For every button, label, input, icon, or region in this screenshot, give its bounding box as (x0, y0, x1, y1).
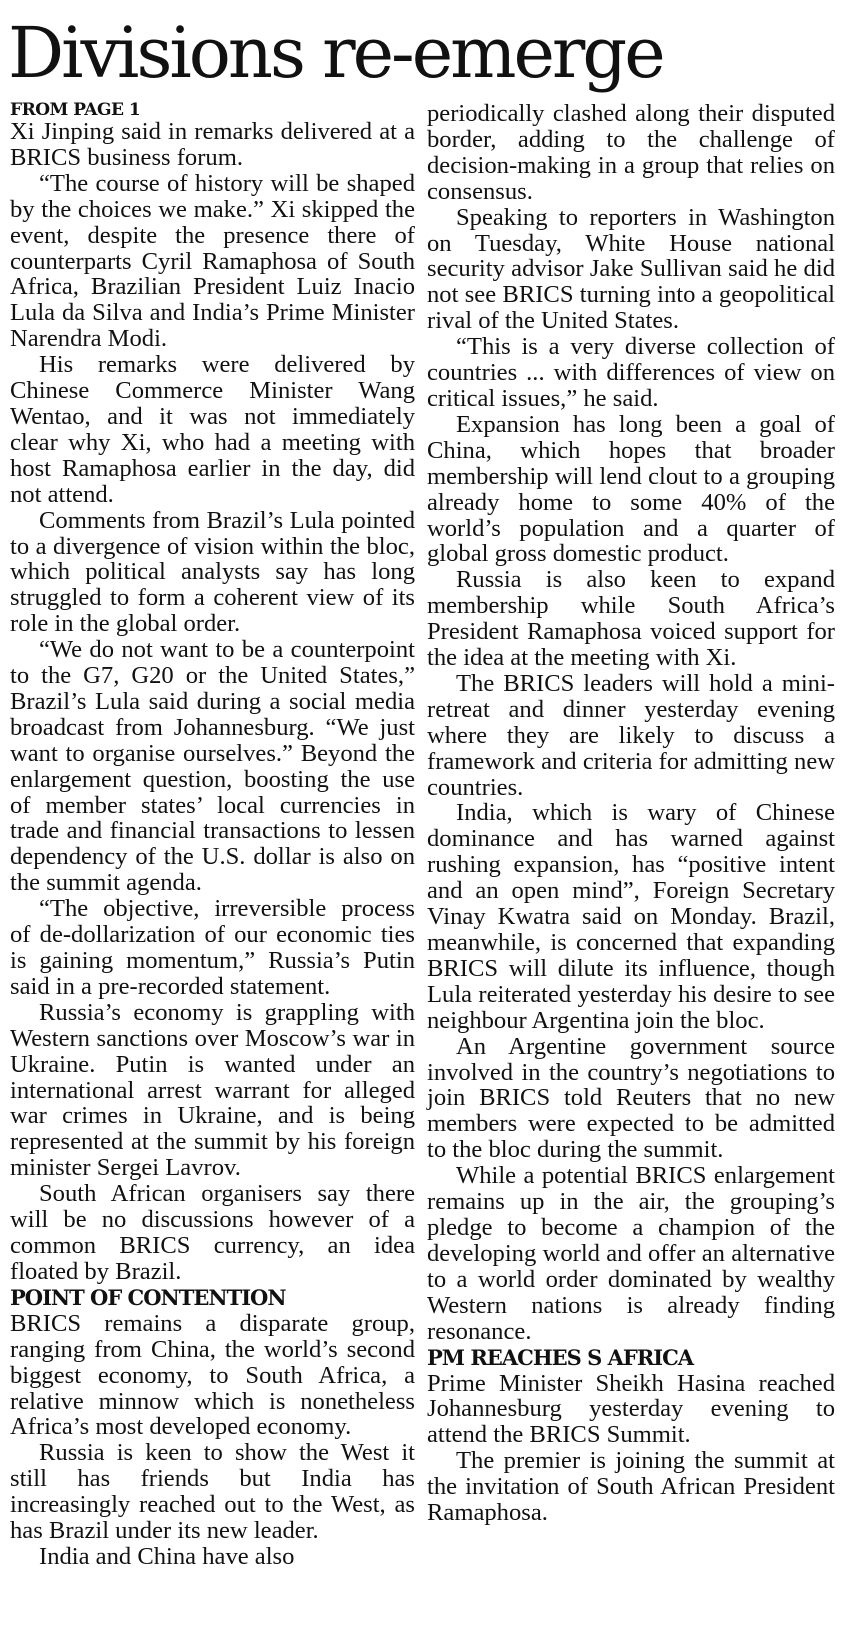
paragraph: “The course of history will be shaped by the choices we make.” Xi skipped the event, despite the presence there of counterparts Cyril Ramaphosa of South Africa, Brazilian President Luiz Inacio Lula da Silva and India’s Prime Minister Narendra Modi. (10, 169, 415, 353)
paragraph: “This is a very diverse collection of countries ... with differences of view on critical issues,” he said. (427, 333, 835, 412)
paragraph: BRICS remains a disparate group, ranging from China, the world’s second biggest economy, to South Africa, a relative minnow which is nonetheless Africa’s most developed economy. (10, 1309, 415, 1441)
paragraph: India, which is wary of Chinese dominance and has warned against rushing expansion, has “positive intent and an open mind”, Foreign Secretary Vinay Kwatra said on Monday. Brazil, meanwhile, is concerned that expanding BRICS will dilute its influence, though Lula reiterated yesterday his desire to see neighbour Argentina join the bloc. (427, 799, 835, 1034)
subhead-point-of-contention: POINT OF CONTENTION (10, 1284, 286, 1310)
paragraph: periodically clashed along their disputed border, adding to the challenge of decision-making in a group that relies on consensus. (427, 100, 835, 205)
paragraph: “We do not want to be a counterpoint to the G7, G20 or the United States,” Brazil’s Lula said during a social media broadcast from Johannesburg. “We just want to organise ourselves.” Beyond the enlargement question, boosting the use of member states’ local currencies in trade and financial transactions to lessen dependency of the U.S. dollar is also on the summit agenda. (10, 636, 415, 897)
dateline: FROM PAGE 1 (10, 100, 141, 120)
paragraph: Russia is keen to show the West it still has friends but India has increasingly reached out to the West, as has Brazil under its new leader. (10, 1439, 415, 1545)
paragraph: South African organisers say there will be no discussions however of a common BRICS currency, an idea floated by Brazil. (10, 1180, 415, 1285)
paragraph: Xi Jinping said in remarks delivered at a BRICS business forum. (10, 118, 415, 171)
subhead-pm-reaches-s-africa: PM REACHES S AFRICA (427, 1344, 694, 1370)
paragraph: Expansion has long been a goal of China, which hopes that broader membership will lend clout to a grouping already home to some 40% of the world’s population and a quarter of global gross domestic product. (427, 410, 835, 568)
paragraph: Russia’s economy is grappling with Western sanctions over Moscow’s war in Ukraine. Putin is wanted under an international arrest warrant for alleged war crimes in Ukraine, and is being represented at the summit by his foreign minister Sergei Lavrov. (10, 998, 415, 1182)
paragraph: Russia is also keen to expand membership while South Africa’s President Ramaphosa voiced support for the idea at the meeting with Xi. (427, 566, 835, 672)
paragraph: India and China have also (39, 1542, 295, 1570)
paragraph: Prime Minister Sheikh Hasina reached Johannesburg yesterday evening to attend the BRICS Summit. (427, 1369, 835, 1449)
paragraph: “The objective, irreversible process of de-dollarization of our economic ties is gaining momentum,” Russia’s Putin said in a pre-recorded statement. (10, 895, 415, 1000)
paragraph: Speaking to reporters in Washington on Tuesday, White House national security advisor Jake Sullivan said he did not see BRICS turning into a geopolitical rival of the United States. (427, 203, 835, 335)
headline: Divisions re-emerge (8, 12, 663, 94)
paragraph: While a potential BRICS enlargement remains up in the air, the grouping’s pledge to become a champion of the developing world and offer an alternative to a world order dominated by wealthy Western nations is already finding resonance. (427, 1162, 835, 1345)
left-column (10, 101, 415, 1570)
paragraph: His remarks were delivered by Chinese Commerce Minister Wang Wentao, and it was not immediately clear why Xi, who had a meeting with host Ramaphosa earlier in the day, did not attend. (10, 351, 415, 508)
right-column (427, 101, 835, 1526)
paragraph: Comments from Brazil’s Lula pointed to a divergence of vision within the bloc, which political analysts say has long struggled to form a coherent view of its role in the global order. (10, 506, 415, 638)
paragraph: An Argentine government source involved in the country’s negotiations to join BRICS told Reuters that no new members were expected to be admitted to the bloc during the summit. (427, 1032, 835, 1164)
paragraph: The premier is joining the summit at the invitation of South African President Ramaphosa. (427, 1447, 835, 1527)
paragraph: The BRICS leaders will hold a mini-retreat and dinner yesterday evening where they are likely to discuss a framework and criteria for admitting new countries. (427, 669, 835, 801)
